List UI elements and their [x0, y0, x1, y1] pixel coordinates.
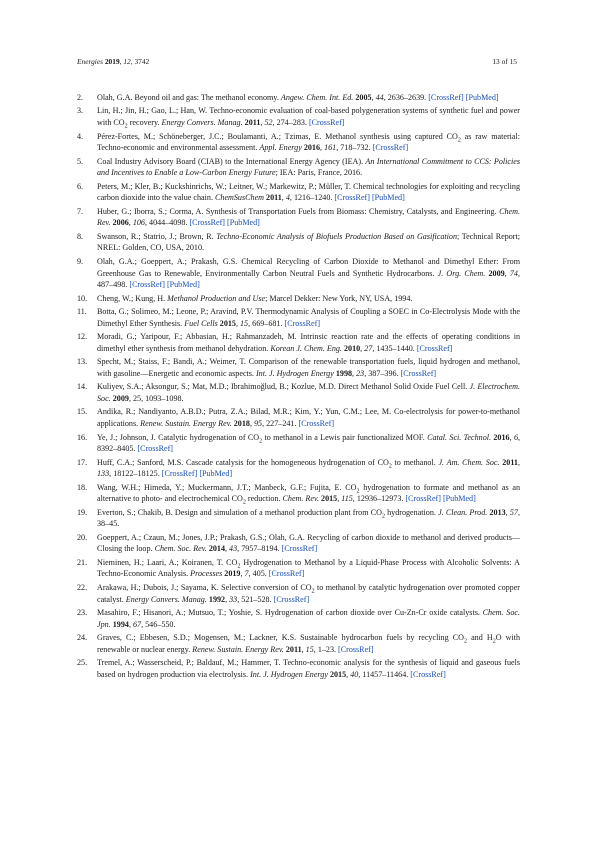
reference-item	[77, 181, 520, 204]
reference-text: , 718–732.	[336, 143, 373, 153]
journal-title: 74	[509, 268, 518, 278]
reference-text: Goeppert, A.; Czaun, M.; Jones, J.P.; Prakash, G.S.; Olah, G.A. Recycling of carbon dioxide to methanol and derived products—Closing the loop.	[97, 532, 520, 554]
reference-text: Peters, M.; Kler, B.; Kuckshinrichs, W.; Leitner, W.; Markewitz, P.; Müller, T. Chemical technologies for exploiting and recycling carbon dioxide into the value chain.	[97, 181, 520, 203]
reference-text: recovery.	[127, 118, 162, 128]
reference-item	[77, 632, 520, 655]
reference-number: 2.	[77, 93, 84, 102]
reference-text: ,	[352, 368, 357, 378]
reference-number: 24.	[77, 633, 88, 643]
reference-number: 9.	[77, 256, 84, 266]
crossref-link[interactable]: [CrossRef]	[273, 594, 310, 604]
journal-title: Energy Convers. Manag.	[125, 594, 207, 604]
pubmed-link[interactable]: [PubMed]	[465, 93, 499, 102]
journal-title: J. Org. Chem.	[437, 268, 486, 278]
reference-item	[77, 231, 520, 254]
journal-title: An International Commitment to CCS: Policies and Incentives to Enable a Low-Carbon Energy Future	[97, 156, 521, 178]
pub-year: 2015	[321, 494, 338, 504]
crossref-link[interactable]: [CrossRef]	[308, 118, 345, 128]
reference-number: 14.	[77, 382, 88, 392]
pubmed-link[interactable]: [PubMed]	[227, 218, 260, 228]
reference-text: ,	[505, 507, 510, 517]
subscript: 2	[259, 438, 263, 445]
reference-item	[77, 131, 520, 154]
reference-text: , 227–241.	[262, 419, 299, 429]
reference-text: reduction.	[245, 494, 283, 504]
pub-year: 2013	[489, 507, 506, 517]
crossref-link[interactable]: [CrossRef]	[281, 544, 318, 554]
reference-text: Botta, G.; Solimeo, M.; Leone, P.; Aravind, P.V. Thermodynamic Analysis of Coupling a SOEC in Co-Electrolysis Mode with the Dimethyl Ether Synthesis.	[97, 307, 520, 328]
pub-year: 2015	[219, 318, 236, 328]
crossref-link[interactable]: [CrossRef]	[137, 444, 173, 454]
crossref-link[interactable]: [CrossRef]	[400, 368, 437, 378]
reference-text: , 521–528.	[237, 594, 274, 604]
pub-year: 1992	[208, 594, 226, 604]
crossref-link[interactable]: [CrossRef]	[410, 669, 446, 679]
journal-title: 23	[356, 368, 365, 378]
reference-list	[77, 92, 520, 682]
reference-text: Arakawa, H.; Dubois, J.; Sayama, K. Selective conversion of CO	[97, 582, 312, 592]
pub-year: 2011	[244, 118, 261, 128]
reference-item	[77, 532, 520, 555]
journal-volume: 12	[123, 57, 131, 66]
pub-year: 1994	[112, 619, 129, 629]
subscript: 2	[457, 137, 461, 144]
reference-text: ,	[371, 93, 376, 102]
reference-item	[77, 331, 520, 354]
pub-year: 2005	[355, 93, 372, 102]
journal-title: Int. J. Hydrogen Energy	[255, 368, 334, 378]
journal-title: Catal. Sci. Technol.	[427, 432, 492, 442]
reference-text: ,	[240, 569, 245, 579]
reference-item	[77, 206, 520, 229]
pub-year: 2019	[224, 569, 241, 579]
reference-item	[77, 92, 520, 104]
reference-text: Huff, C.A.; Sanford, M.S. Cascade catalysis for the homogeneous hydrogenation of CO	[97, 457, 389, 467]
reference-text: Everton, S.; Chakib, B. Design and simulation of a methanol production plant from CO	[97, 507, 382, 517]
reference-text: as raw material: Techno-economic and environmental assessment.	[97, 131, 520, 153]
reference-number: 13.	[77, 357, 88, 367]
reference-text: ,	[128, 619, 133, 629]
reference-text: ,	[225, 544, 230, 554]
reference-text: ,	[260, 118, 265, 128]
journal-title: Methanol Production and Use	[167, 293, 266, 303]
reference-text: , 2636–2639.	[383, 93, 429, 102]
crossref-link[interactable]: [CrossRef]	[372, 143, 409, 153]
crossref-link[interactable]: [CrossRef]	[416, 343, 453, 353]
reference-number: 19.	[77, 507, 88, 517]
reference-text: ,	[346, 669, 351, 679]
reference-text: ; Marcel Dekker: New York, NY, USA, 1994.	[265, 293, 413, 303]
crossref-link[interactable]: [CrossRef]	[161, 469, 198, 479]
journal-title: 33	[229, 594, 238, 604]
journal-title: Renew. Sustain. Energy Rev.	[192, 644, 284, 654]
reference-text: Graves, C.; Ebbesen, S.D.; Mogensen, M.; Lackner, K.S. Sustainable hydrocarbon fuels by recycling CO	[97, 633, 464, 643]
journal-title: 106	[132, 218, 145, 228]
subscript: 2	[356, 488, 360, 495]
article-number: 3742	[134, 57, 150, 66]
journal-title: J. Clean. Prod.	[438, 507, 488, 517]
journal-title: Chem. Rev.	[282, 494, 319, 504]
reference-item	[77, 356, 520, 379]
crossref-link[interactable]: [CrossRef]	[338, 644, 374, 654]
reference-text: to methanol.	[391, 457, 439, 467]
subscript: 2	[237, 563, 241, 570]
reference-number: 20.	[77, 532, 88, 542]
journal-title: 40	[350, 669, 359, 679]
reference-text: ,	[249, 419, 254, 429]
crossref-link[interactable]: [CrossRef]	[334, 193, 370, 203]
reference-text: ,	[517, 457, 520, 467]
journal-year: 2019	[104, 57, 120, 66]
reference-number: 22.	[77, 582, 88, 592]
pub-year: 2016	[303, 143, 321, 153]
reference-number: 8.	[77, 231, 84, 241]
subscript: 2	[381, 513, 385, 520]
reference-text: Kuliyev, S.A.; Aksongur, S.; Mat, M.D.; Ibrahimoğlud, B.; Kozlue, M.D. Direct Methanol Solid Oxide Fuel Cell.	[97, 382, 470, 392]
pub-year: 2009	[488, 268, 505, 278]
reference-text: Hydrogenation to Methanol by a Liquid-Phase Process with Alcoholic Solvents: A Techno-Economic Analysis.	[97, 557, 520, 579]
reference-number: 5.	[77, 156, 84, 166]
journal-title: ChemSusChem	[215, 193, 265, 203]
reference-text: ,	[128, 218, 133, 228]
reference-item	[77, 557, 520, 580]
journal-title: J. Electrochem. Soc.	[97, 382, 520, 403]
reference-number: 18.	[77, 482, 88, 492]
journal-name: Energies	[77, 57, 103, 66]
pubmed-link[interactable]: [PubMed]	[199, 469, 233, 479]
subscript: 2	[463, 638, 467, 645]
subscript: 2	[124, 123, 128, 130]
pub-year: 2015	[329, 669, 347, 679]
reference-number: 11.	[77, 307, 87, 317]
reference-number: 7.	[77, 206, 84, 216]
journal-title: 4	[285, 193, 290, 203]
reference-number: 23.	[77, 608, 88, 618]
reference-item	[77, 156, 520, 179]
reference-text: , 669–681.	[248, 318, 285, 328]
reference-number: 3.	[77, 106, 84, 116]
reference-item	[77, 105, 520, 128]
journal-title: 115	[341, 494, 353, 504]
journal-title: Int. J. Hydrogen Energy	[250, 669, 328, 679]
pubmed-link[interactable]: [PubMed]	[371, 193, 405, 203]
journal-citation: Energies 2019, 12, 3742	[77, 57, 150, 66]
reference-text: , 4044–4098.	[144, 218, 190, 228]
crossref-link[interactable]: [CrossRef]	[428, 93, 464, 102]
crossref-link[interactable]: [CrossRef]	[405, 494, 441, 504]
pub-year: 1998	[335, 368, 353, 378]
reference-text: ,	[235, 318, 240, 328]
pub-year: 2018	[233, 419, 250, 429]
reference-text: ; Technical Report; NREL: Golden, CO, USA, 2010.	[97, 231, 520, 253]
reference-number: 21.	[77, 557, 88, 567]
reference-text: to methanol by catalytic hydrogenation over promoted copper catalyst.	[97, 582, 520, 604]
journal-title: 57	[509, 507, 518, 517]
pub-year: 2011	[502, 457, 518, 467]
reference-text: , 7957–8194.	[237, 544, 282, 554]
reference-text: O with renewable or nuclear energy.	[97, 633, 521, 654]
reference-item	[77, 482, 520, 505]
reference-item	[77, 432, 520, 455]
reference-text: Andika, R.; Nandiyanto, A.B.D.; Putra, Z.A.; Bilad, M.R.; Kim, Y.; Yun, C.M.; Lee, M. Co-electrolysis for power-to-methanol applications.	[97, 407, 520, 429]
crossref-link[interactable]: [CrossRef]	[268, 569, 305, 579]
journal-title: 52	[264, 118, 273, 128]
pub-year: 2011	[285, 644, 302, 654]
reference-text: ; IEA: Paris, France, 2016.	[275, 168, 363, 178]
reference-text: Lin, H.; Jin, H.; Gao, L.; Han, W. Techno-economic evaluation of coal-based polygeneration systems of synthetic fuel and power with CO	[97, 106, 520, 128]
journal-title: Angew. Chem. Int. Ed.	[280, 93, 354, 102]
crossref-link[interactable]: [CrossRef]	[189, 218, 226, 228]
reference-item	[77, 306, 520, 329]
reference-text: , 25, 1093–1098.	[128, 393, 184, 403]
subscript: 2	[388, 463, 392, 470]
journal-title: 161	[324, 143, 337, 153]
pub-year: 2016	[493, 432, 510, 442]
reference-item	[77, 293, 520, 305]
journal-title: 67	[132, 619, 142, 629]
reference-text: Specht, M.; Staiss, F.; Bandi, A.; Weimer, T. Comparison of the renewable transportation fuels, liquid hydrogen and methanol, with gasoline—Energetic and economic aspects.	[97, 357, 520, 378]
crossref-link[interactable]: [CrossRef]	[284, 318, 321, 328]
reference-number: 15.	[77, 407, 88, 417]
reference-text: Olah, G.A. Beyond oil and gas: The methanol economy.	[97, 93, 281, 102]
reference-number: 25.	[77, 658, 88, 668]
reference-text: ,	[301, 644, 306, 654]
journal-title: Korean J. Chem. Eng.	[270, 343, 342, 353]
reference-text: Masahiro, F.; Hisanori, A.; Mutsuo, T.; Yoshie, S. Hydrogenation of carbon dioxide over Cu-Zn-Cr oxide catalysts.	[97, 608, 483, 618]
journal-title: Renew. Sustain. Energy Rev.	[140, 419, 232, 429]
journal-title: Techno-Economic Analysis of Biofuels Production Based on Gasification	[216, 231, 457, 241]
pubmed-link[interactable]: [PubMed]	[442, 494, 476, 504]
reference-text: ,	[320, 143, 325, 153]
reference-text: , 11457–11464.	[358, 669, 411, 679]
reference-item	[77, 607, 520, 630]
reference-text: Pérez-Fortes, M.; Schöneberger, J.C.; Boulamanti, A.; Tzimas, E. Methanol synthesis using captured CO	[97, 131, 458, 141]
reference-number: 17.	[77, 457, 88, 467]
reference-text: , 1–23.	[313, 644, 339, 654]
page-header	[77, 57, 517, 67]
journal-title: Appl. Energy	[259, 143, 302, 153]
reference-item	[77, 582, 520, 605]
pub-year: 2006	[112, 218, 129, 228]
reference-text: , 387–396.	[364, 368, 401, 378]
journal-title: 95	[253, 419, 263, 429]
reference-text: Wang, W.H.; Himeda, Y.; Muckermann, J.T.; Manbeck, G.F.; Fujita, E. CO	[97, 482, 357, 492]
reference-number: 12.	[77, 332, 88, 342]
page-number: 13 of 15	[492, 57, 517, 66]
subscript: 2	[311, 588, 315, 595]
reference-text: hydrogenation to formate and methanol as an alternative to photo- and electrochemical CO	[97, 482, 520, 504]
reference-text: , 487–498.	[97, 268, 520, 290]
pub-year: 2014	[208, 544, 225, 554]
reference-text: , 1435–1440.	[372, 343, 417, 353]
reference-text: , 8392–8405.	[97, 432, 521, 454]
reference-number: 6.	[77, 181, 84, 191]
reference-text: , 12936–12973.	[352, 494, 406, 504]
crossref-link[interactable]: [CrossRef]	[129, 280, 165, 290]
reference-item	[77, 406, 520, 429]
reference-text: ,	[337, 494, 342, 504]
reference-text: Huber, G.; Iborra, S.; Corma, A. Synthesis of Transportation Fuels from Biomass: Chemistry, Catalysts, and Engineering.	[97, 206, 500, 216]
journal-title: 6	[513, 432, 518, 442]
reference-text: , 18122–18125.	[109, 469, 162, 479]
journal-title: Fuel Cells	[184, 318, 218, 328]
journal-title: 15	[305, 644, 314, 654]
journal-title: 7	[244, 569, 249, 579]
pub-year: 2009	[112, 393, 129, 403]
journal-title: Processes	[190, 569, 223, 579]
reference-number: 4.	[77, 131, 84, 141]
reference-text: to methanol in a Lewis pair functionalized MOF.	[262, 432, 428, 442]
reference-item	[77, 657, 520, 680]
crossref-link[interactable]: [CrossRef]	[298, 419, 335, 429]
journal-title: 44	[375, 93, 384, 102]
reference-item	[77, 381, 520, 404]
journal-title: Energy Convers. Manag.	[161, 118, 243, 128]
reference-item	[77, 457, 520, 480]
reference-text: ,	[509, 432, 514, 442]
pub-year: 2011	[266, 193, 282, 203]
reference-item	[77, 256, 520, 291]
journal-title: Chem. Soc. Rev.	[154, 544, 207, 554]
journal-title: Chem. Soc. Jpn.	[97, 608, 520, 629]
reference-text: Swanson, R.; Statrio, J.; Brown, R.	[97, 231, 217, 241]
reference-number: 16.	[77, 432, 88, 442]
journal-title: 15	[240, 318, 249, 328]
reference-text: Coal Industry Advisory Board (CIAB) to the International Energy Agency (IEA).	[97, 156, 366, 166]
reference-text: Nieminen, H.; Laari, A.; Koiranen, T. CO	[97, 557, 238, 567]
reference-text: Moradi, G.; Yaripour, F.; Abbasian, H.; Rahmanzadeh, M. Intrinsic reaction rate and the effects of operating conditions in dimethyl ether synthesis from methanol dehydration.	[97, 332, 520, 353]
reference-text: ,	[281, 193, 286, 203]
reference-text: and H	[466, 633, 493, 643]
reference-text: Tremel, A.; Wasserscheid, P.; Baldauf, M.; Hammer, T. Techno-economic analysis for the synthesis of liquid and gaseous fuels based on hydrogen production via electrolysis.	[97, 658, 520, 679]
reference-text: ,	[225, 594, 230, 604]
reference-text: , 1216–1240.	[289, 193, 335, 203]
reference-text: Olah, G.A.; Goeppert, A.; Prakash, G.S. Chemical Recycling of Carbon Dioxide to Methanol and Dimethyl Ether: From Greenhouse Gas to Renewable, Environmentally Carbon Neutral Fuels and Synthetic Hydrocarbons.	[97, 256, 520, 278]
subscript: 2	[492, 638, 496, 645]
journal-title: 133	[97, 469, 110, 479]
reference-text: ,	[360, 343, 365, 353]
pubmed-link[interactable]: [PubMed]	[166, 280, 200, 290]
reference-text: , 405.	[248, 569, 269, 579]
journal-title: Chem. Rev.	[97, 206, 520, 228]
reference-item	[77, 507, 520, 530]
reference-text: , 38–45.	[97, 507, 520, 529]
subscript: 2	[242, 499, 246, 506]
journal-title: 27	[364, 343, 373, 353]
reference-text: Cheng, W.; Kung, H.	[97, 293, 168, 303]
journal-title: J. Am. Chem. Soc.	[438, 457, 500, 467]
reference-text: , 546–550.	[141, 619, 176, 629]
reference-number: 10.	[77, 293, 88, 303]
reference-text: ,	[504, 268, 510, 278]
reference-text: Ye, J.; Johnson, J. Catalytic hydrogenation of CO	[97, 432, 260, 442]
pub-year: 2010	[343, 343, 361, 353]
reference-text: hydrogenation.	[384, 507, 439, 517]
journal-title: 43	[229, 544, 238, 554]
reference-text: , 274–283.	[272, 118, 309, 128]
